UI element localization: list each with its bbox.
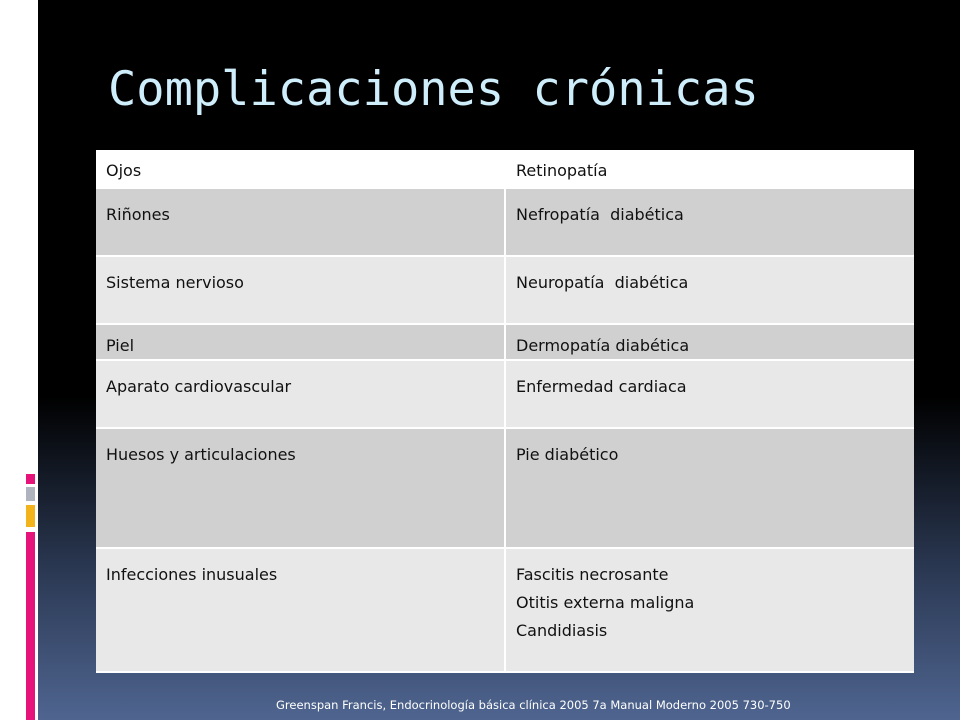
table-row — [96, 188, 914, 256]
complication-text: Pie diabético — [516, 445, 619, 464]
organ-cell — [96, 188, 505, 256]
table-row — [96, 324, 914, 360]
table-row — [96, 360, 914, 428]
accent-yellow-mark — [26, 505, 35, 527]
accent-pink-mark — [26, 474, 35, 484]
complication-cell — [505, 428, 914, 548]
complication-text: Enfermedad cardiaca — [516, 377, 687, 396]
organ-cell — [96, 360, 505, 428]
complication-cell — [505, 548, 914, 672]
organ-cell — [96, 256, 505, 324]
slide-title: Complicaciones crónicas — [108, 62, 759, 117]
table-row — [96, 428, 914, 548]
organ-label: Piel — [106, 336, 135, 355]
complication-cell — [505, 256, 914, 324]
organ-label: Huesos y articulaciones — [106, 445, 296, 464]
organ-label: Riñones — [106, 205, 170, 224]
complication-text: Dermopatía diabética — [516, 336, 690, 355]
complication-cell — [505, 324, 914, 360]
complication-text: Nefropatía diabética — [516, 205, 684, 224]
organ-label: Ojos — [106, 161, 142, 180]
organ-cell — [96, 428, 505, 548]
complication-cell — [505, 150, 914, 188]
organ-label: Sistema nervioso — [106, 273, 244, 292]
complication-text: Fascitis necrosante — [516, 565, 669, 584]
complication-text: Otitis externa maligna — [516, 593, 695, 612]
complication-cell — [505, 188, 914, 256]
accent-gray-mark — [26, 487, 35, 501]
complication-text: Candidiasis — [516, 621, 608, 640]
complication-cell — [505, 360, 914, 428]
organ-label: Aparato cardiovascular — [106, 377, 292, 396]
table-row — [96, 150, 914, 188]
accent-pink-bar — [26, 532, 35, 720]
left-white-band — [0, 0, 19, 720]
organ-cell — [96, 324, 505, 360]
organ-cell — [96, 150, 505, 188]
table-row — [96, 548, 914, 672]
organ-label: Infecciones inusuales — [106, 565, 278, 584]
complication-text: Retinopatía — [516, 161, 608, 180]
complications-table — [96, 150, 914, 673]
complication-text: Neuropatía diabética — [516, 273, 689, 292]
table-row — [96, 256, 914, 324]
citation-footer: Greenspan Francis, Endocrinología básica clínica 2005 7a Manual Moderno 2005 730-750 — [276, 698, 791, 712]
organ-cell — [96, 548, 505, 672]
